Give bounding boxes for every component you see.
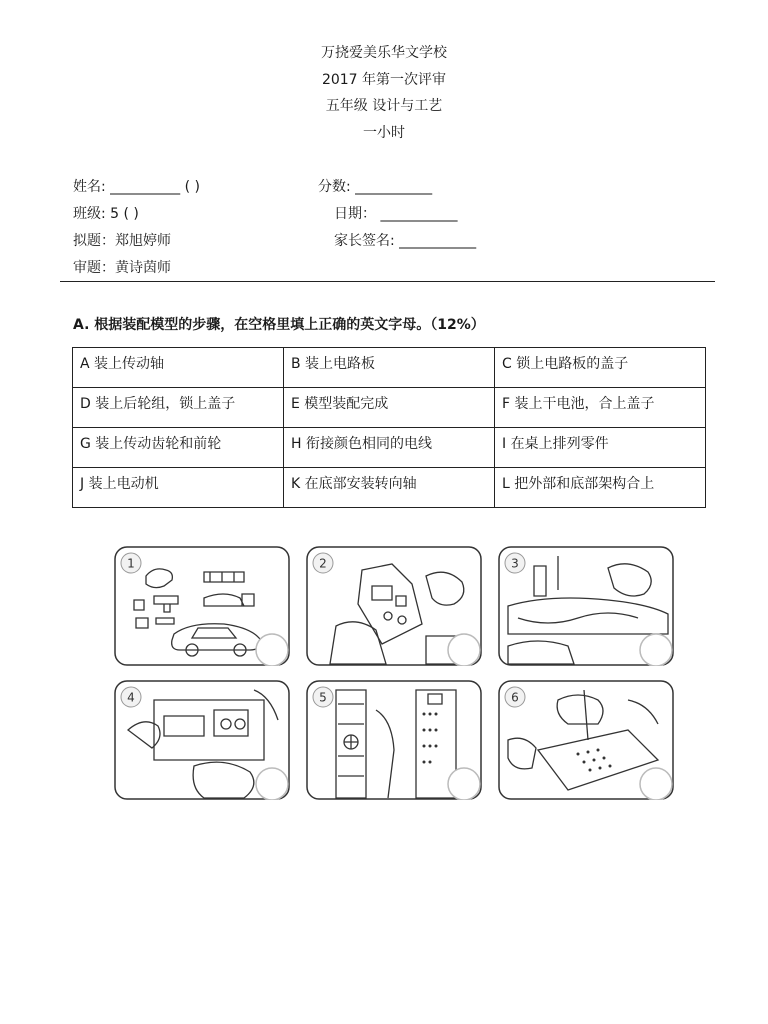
school-name: 万挠爱美乐华文学校 — [321, 45, 447, 61]
subject-title: 五年级 设计与工艺 — [325, 98, 443, 114]
option-cell: K 在底部安装转向轴 — [284, 468, 495, 508]
step-badge — [312, 552, 334, 578]
table-row — [73, 428, 706, 468]
option-cell: G 装上传动齿轮和前轮 — [73, 428, 284, 468]
step-number: 3 — [511, 556, 519, 571]
option-cell: B 装上电路板 — [284, 348, 495, 388]
header-divider — [60, 281, 715, 282]
score-field[interactable]: 分数: ___________ — [318, 179, 433, 195]
answer-circle[interactable] — [256, 634, 288, 666]
exam-header — [0, 40, 768, 146]
step-badge — [504, 686, 526, 712]
table-row — [73, 348, 706, 388]
step-number: 6 — [511, 690, 519, 705]
step-badge — [120, 552, 142, 578]
answer-circle[interactable] — [448, 634, 480, 666]
options-table — [72, 347, 706, 508]
step-number: 2 — [319, 556, 327, 571]
option-cell: D 装上后轮组，锁上盖子 — [73, 388, 284, 428]
option-cell: I 在桌上排列零件 — [495, 428, 706, 468]
answer-circle[interactable] — [640, 768, 672, 800]
reviewer-label: 审题：黄诗茵师 — [73, 260, 171, 276]
duration: 一小时 — [363, 124, 405, 141]
date-field[interactable]: 日期： ___________ — [334, 206, 458, 222]
assembly-steps-grid — [114, 546, 674, 800]
option-cell: F 装上干电池，合上盖子 — [495, 388, 706, 428]
option-cell: H 衔接颜色相同的电线 — [284, 428, 495, 468]
step-number: 4 — [127, 690, 135, 705]
step-number: 1 — [127, 556, 135, 571]
answer-circle[interactable] — [640, 634, 672, 666]
exam-title: 2017 年第一次评审 — [321, 71, 447, 88]
table-row — [73, 388, 706, 428]
option-cell: C 锁上电路板的盖子 — [495, 348, 706, 388]
step-badge — [312, 686, 334, 712]
step-number: 5 — [319, 690, 327, 705]
step-badge — [120, 686, 142, 712]
answer-circle[interactable] — [256, 768, 288, 800]
option-cell: J 装上电动机 — [73, 468, 284, 508]
step-badge — [504, 552, 526, 578]
answer-circle[interactable] — [448, 768, 480, 800]
section-a-instruction: A. 根据装配模型的步骤，在空格里填上正确的英文字母。（12%） — [73, 317, 485, 333]
setter-label: 拟题：郑旭婷师 — [73, 233, 171, 249]
table-row — [73, 468, 706, 508]
class-field[interactable]: 班级: 5 ( ) — [73, 206, 139, 222]
option-cell: E 模型装配完成 — [284, 388, 495, 428]
name-field[interactable]: 姓名: __________ ( ) — [73, 179, 200, 195]
option-cell: A 装上传动轴 — [73, 348, 284, 388]
option-cell: L 把外部和底部架构合上 — [495, 468, 706, 508]
parent-signature-field[interactable]: 家长签名: ___________ — [334, 233, 477, 249]
